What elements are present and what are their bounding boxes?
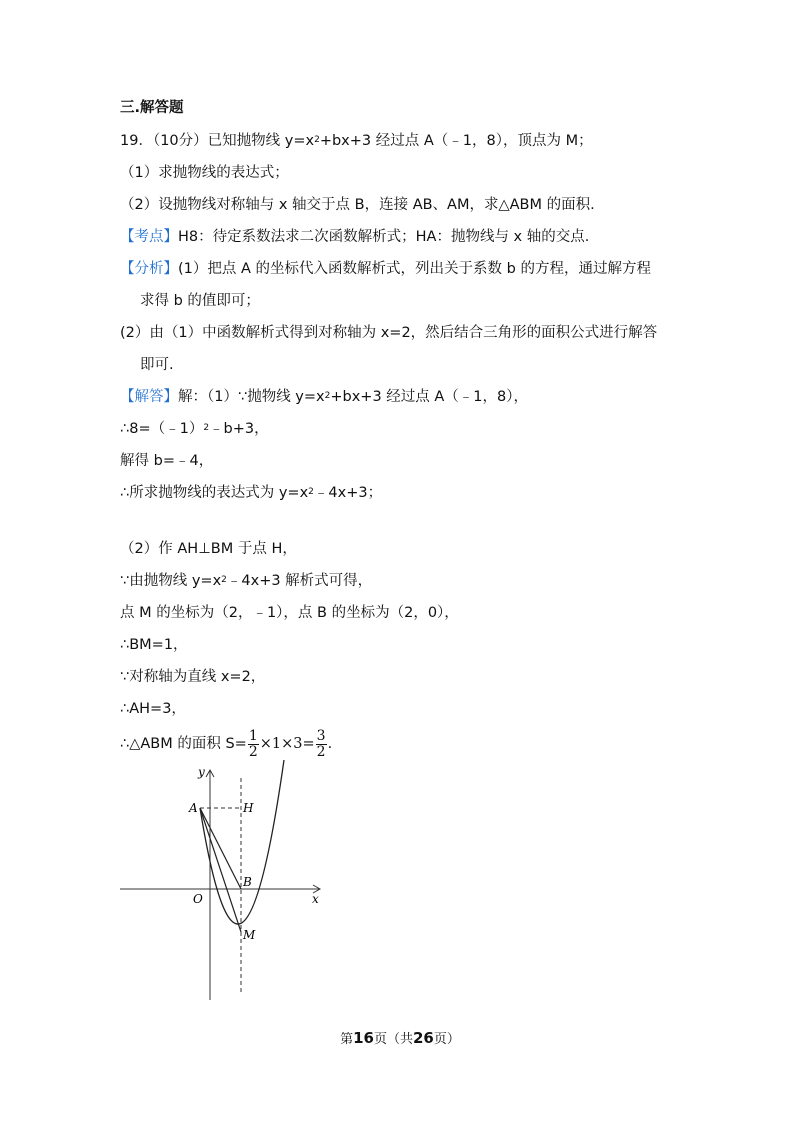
jieda-l6-pre: ∵由抛物线 y=x <box>120 573 222 589</box>
problem-header <box>120 131 593 151</box>
sup-2: 2 <box>308 487 314 497</box>
fenxi-line-2: 求得 b 的值即可； <box>140 293 260 309</box>
jieda-line-1 <box>120 387 528 407</box>
total-pages: 26 <box>413 1029 434 1047</box>
fraction-3-2 <box>316 729 327 760</box>
segment-ab <box>200 808 241 889</box>
parabola-graph <box>110 760 340 1005</box>
footer-pre: 第 <box>340 1032 354 1047</box>
jieda-tag: 【解答】 <box>120 389 178 405</box>
footer-post: 页） <box>433 1032 460 1047</box>
footer-mid: 页（共 <box>373 1032 413 1047</box>
jieda-l4-post: ﹣4x+3； <box>313 485 383 501</box>
jieda-line-7: 点 M 的坐标为（2，﹣1），点 B 的坐标为（2，0）， <box>120 605 459 621</box>
fraction-denominator: 2 <box>316 743 326 760</box>
jieda-l6-post: ﹣4x+3 解析式可得， <box>226 573 373 589</box>
label-y: y <box>198 765 205 779</box>
section-title: 三.解答题 <box>120 100 184 116</box>
jieda-l2-pre: ∴8=（﹣1） <box>120 421 204 437</box>
label-b: B <box>243 875 252 889</box>
fenxi-text-1: (1）把点 A 的坐标代入函数解析式，列出关于系数 b 的方程，通过解方程 <box>178 261 651 277</box>
jieda-l2-post: ﹣b+3， <box>209 421 269 437</box>
fenxi-tag: 【分析】 <box>120 261 178 277</box>
jieda-line-4 <box>120 483 382 503</box>
area-text: ∴△ABM 的面积 S= <box>120 736 247 752</box>
sup-2: 2 <box>221 575 227 585</box>
kaodian-tag: 【考点】 <box>120 229 178 245</box>
parabola-curve <box>200 760 284 924</box>
sup-2: 2 <box>314 135 320 145</box>
fraction-numerator: 1 <box>248 727 258 744</box>
jieda-line-10: ∴AH=3， <box>120 701 186 717</box>
label-a: A <box>189 801 198 815</box>
question-1: （1）求抛物线的表达式； <box>120 165 289 181</box>
page-number: 16 <box>353 1029 374 1047</box>
label-x: x <box>312 892 319 906</box>
jieda-line-5: （2）作 AH⊥BM 于点 H， <box>120 541 297 557</box>
jieda-line-9: ∵对称轴为直线 x=2， <box>120 669 266 685</box>
jieda-line-8: ∴BM=1， <box>120 637 188 653</box>
fraction-denominator: 2 <box>248 743 258 760</box>
problem-header-post: +bx+3 经过点 A（﹣1，8），顶点为 M； <box>319 133 593 149</box>
fenxi-line-1 <box>120 259 651 279</box>
jieda-line-6 <box>120 571 372 591</box>
question-2: （2）设抛物线对称轴与 x 轴交于点 B，连接 AB、AM，求△ABM 的面积. <box>120 197 595 213</box>
jieda-l1-post: +bx+3 经过点 A（﹣1，8）， <box>330 389 529 405</box>
jieda-l4-pre: ∴所求抛物线的表达式为 y=x <box>120 485 309 501</box>
jieda-line-3: 解得 b=﹣4， <box>120 453 214 469</box>
sup-2: 2 <box>324 391 331 401</box>
area-end: . <box>327 736 333 752</box>
kaodian-line <box>120 227 589 247</box>
label-m: M <box>243 928 256 942</box>
jieda-l1-pre: 解：（1）∵抛物线 y=x <box>178 389 325 405</box>
jieda-line-2 <box>120 419 269 439</box>
fenxi-line-3: (2）由（1）中函数解析式得到对称轴为 x=2，然后结合三角形的面积公式进行解答 <box>120 325 658 341</box>
page-footer <box>0 1028 800 1047</box>
segment-am <box>200 808 241 932</box>
sup-2: 2 <box>203 423 210 433</box>
fraction-numerator: 3 <box>316 727 326 744</box>
problem-header-pre: 19．（10分）已知抛物线 y=x <box>120 133 315 149</box>
fraction-1-2 <box>248 729 259 760</box>
kaodian-text: H8：待定系数法求二次函数解析式；HA：抛物线与 x 轴的交点. <box>178 229 590 245</box>
label-o: O <box>193 892 203 906</box>
jieda-line-11 <box>120 727 332 761</box>
area-mid: ×1×3= <box>259 736 315 752</box>
fenxi-line-4: 即可. <box>140 357 174 373</box>
label-h: H <box>243 801 254 815</box>
